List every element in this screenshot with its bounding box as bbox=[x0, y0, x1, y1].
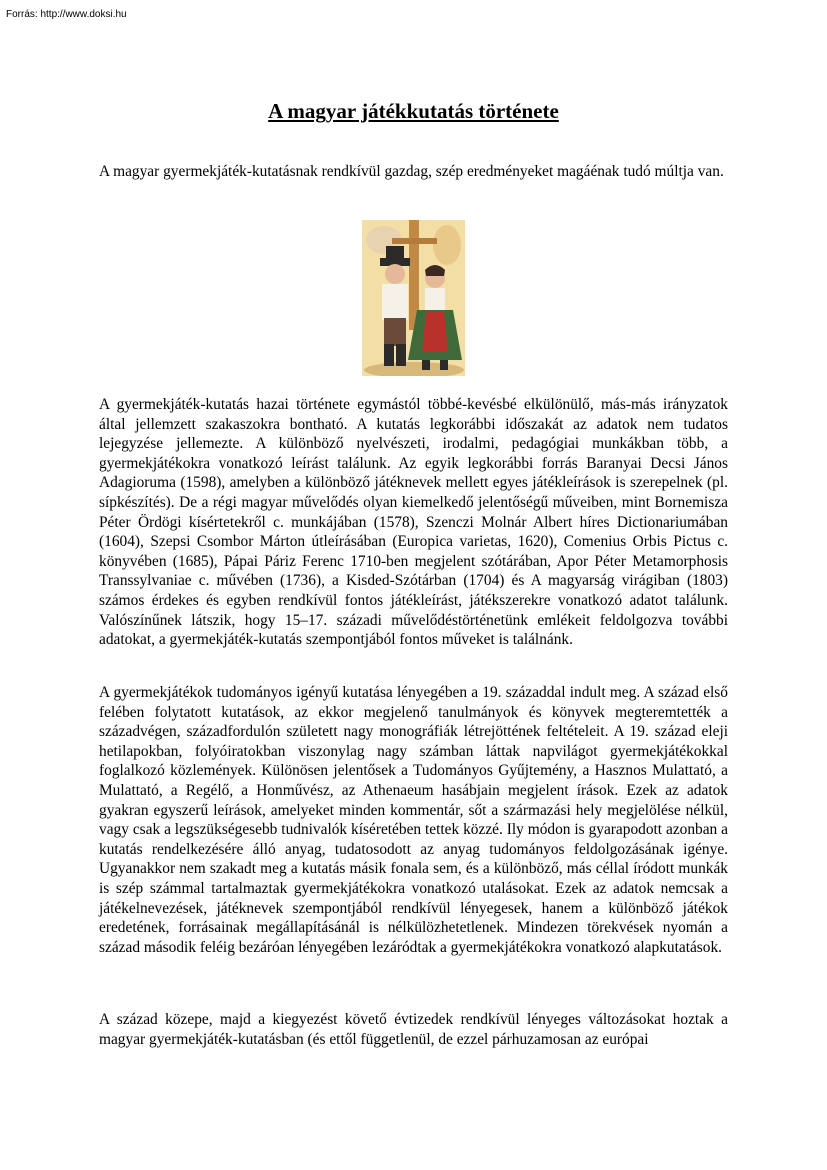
folk-dolls-illustration bbox=[362, 220, 465, 376]
history-paragraph-3: A század közepe, majd a kiegyezést követő évtizedek rendkívül lényeges változásokat hoztak a magyar gyermekjáték-kutatásban (és ettől függetlenül, de ezzel párhuzamosan az európai bbox=[99, 1011, 728, 1048]
history-paragraph-2: A gyermekjátékok tudományos igényű kutatása lényegében a 19. századdal indult meg. A század első felében folytatott kutatások, az ekkor megjelenő tanulmányok és könyvek megteremtették a századvégen, századfordulón született nagy monográfiák létrejöttének feltételeit. A 19. század eleji hetilapokban, folyóiratokban viszonylag nagy számban láttak napvilágot gyermekjátékokkal foglalkozó közlemények. Különösen jelentősek a Tudományos Gyűjtemény, a Hasznos Mulattató, a Mulattató, a Regélő, a Honművész, az Athenaeum hasábjain megjelent írások. Ezek az adatok gyakran egyszerű leírások, amelyeket minden kommentár, sőt a származási hely megjelölése nélkül, vagy csak a legszükségesebb tudnivalók kíséretében tettek közzé. Ily módon is gyarapodott azonban a kutatás rendelkezésére álló anyag, tudatosodott az anyag tudományos feldolgozásának igénye. Ugyanakkor nem szakadt meg a kutatás másik fonala sem, és a különböző, más céllal íródott munkák is szép számmal tartalmaztak gyermekjátékokra vonatkozó utalásokat. Ezek az adatok nemcsak a játékelnevezések, játéknevek szempontjából rendkívül lényegesek, hanem a különböző játékok eredetének, forrásainak megállapításánál is nélkülözhetetlenek. Mindezen törekvések nyomán a század második feléig bezáróan lényegében lezáródtak a gyermekjátékokra vonatkozó alapkutatások. bbox=[99, 684, 728, 956]
intro-paragraph: A magyar gyermekjáték-kutatásnak rendkívül gazdag, szép eredményeket magáénak tudó múltja van. bbox=[99, 163, 724, 180]
folk-dolls-photo bbox=[362, 220, 465, 376]
page-title: A magyar játékkutatás története bbox=[268, 99, 559, 123]
source-note: Forrás: http://www.doksi.hu bbox=[6, 9, 127, 20]
history-paragraph-1: A gyermekjáték-kutatás hazai története egymástól többé-kevésbé elkülönülő, más-más irányzatok által jellemzett szakaszokra bontható. A kutatás legkorábbi időszakát az adatok nem tudatos lejegyzése jellemezte. A különböző nyelvészeti, irodalmi, pedagógiai munkákban több, a gyermekjátékokra vonatkozó leírást találunk. Az egyik legkorábbi forrás Baranyai Decsi János Adagioruma (1598), amelyben a különböző játéknevek mellett egyes játékleírások is szerepelnek (pl. sípkészítés). De a régi magyar művelődés olyan kiemelkedő jelentőségű műveiben, mint Bornemisza Péter Ördögi kísértetekről c. munkájában (1578), Szenczi Molnár Albert híres Dictionariumában (1604), Szepsi Csombor Márton útleírásában (Europica varietas, 1620), Comenius Orbis Pictus c. könyvében (1685), Pápai Páriz Ferenc 1710-ben megjelent szótárában, Apor Péter Metamorphosis Transsylvaniae c. művében (1736), a Kisded-Szótárban (1704) és A magyarság virágiban (1803) számos érdekes és egyben rendkívül fontos játékleírást, játékszerekre vonatkozó adatot találunk. Valószínűnek látszik, hogy 15–17. századi művelődéstörténetünk emlékeit feldolgozva további adatokat, a gyermekjáték-kutatás szempontjából fontos műveket is találnánk. bbox=[99, 396, 728, 649]
